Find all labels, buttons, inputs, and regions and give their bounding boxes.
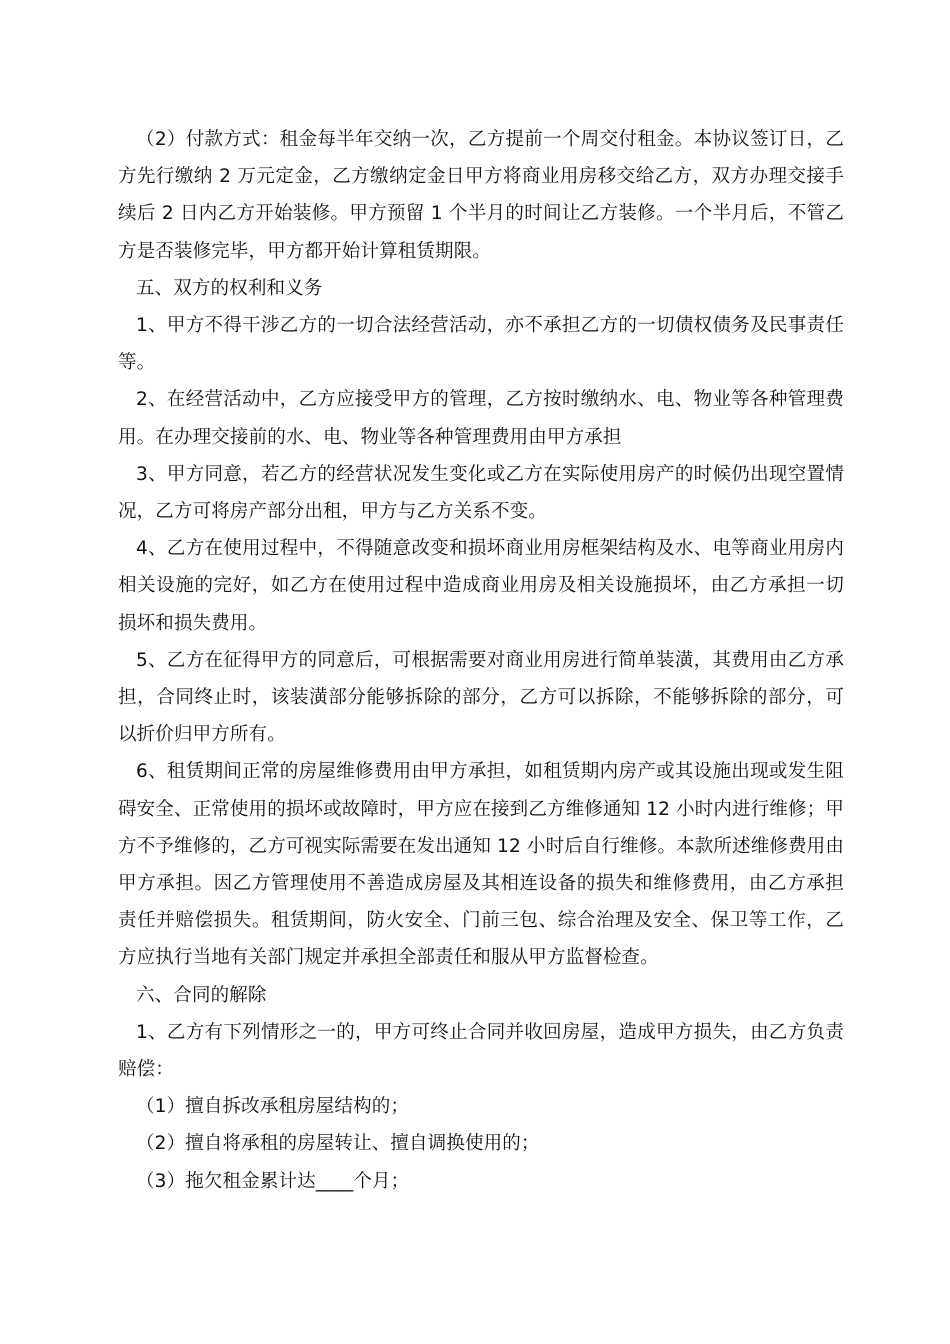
clause-5-2: 2、在经营活动中，乙方应接受甲方的管理，乙方按时缴纳水、电、物业等各种管理费用。在办理交接前的水、电、物业等各种管理费用由甲方承担 <box>118 389 844 448</box>
section-heading-rights-obligations: 五、双方的权利和义务 <box>136 277 323 299</box>
clause-5-1: 1、甲方不得干涉乙方的一切合法经营活动，亦不承担乙方的一切债权债务及民事责任等。 <box>118 315 844 374</box>
clause-6-1: 1、乙方有下列情形之一的，甲方可终止合同并收回房屋，造成甲方损失，由乙方负责赔偿： <box>118 1021 844 1081</box>
clause-6-1-item-1: （1）擅自拆改承租房屋结构的； <box>136 1096 410 1118</box>
clause-6-1-item-2: （2）擅自将承租的房屋转让、擅自调换使用的； <box>136 1133 540 1155</box>
clause-6-1-item-3: （3）拖欠租金累计达____个月； <box>136 1170 410 1192</box>
section-heading-termination: 六、合同的解除 <box>136 984 267 1006</box>
paragraph-payment-method: （2）付款方式：租金每半年交纳一次，乙方提前一个周交付租金。本协议签订日，乙方先行缴纳 2 万元定金，乙方缴纳定金日甲方将商业用房移交给乙方，双方办理交接手续后 2 日内乙方开始装修。甲方预留 1 个半月的时间让乙方装修。一个半月后，不管乙方是否装修完毕，甲方都开始计算租赁期限。 <box>118 129 844 262</box>
clause-5-6: 6、租赁期间正常的房屋维修费用由甲方承担，如租赁期内房产或其设施出现或发生阻碍安全、正常使用的损坏或故障时，甲方应在接到乙方维修通知 12 小时内进行维修；甲方不予维修的，乙方可视实际需要在发出通知 12 小时后自行维修。本款所述维修费用由甲方承担。因乙方管理使用不善造成房屋及其相连设备的损失和维修费用，由乙方承担责任并赔偿损失。租赁期间，防火安全、门前三包、综合治理及安全、保卫等工作，乙方应执行当地有关部门规定并承担全部责任和服从甲方监督检查。 <box>118 761 844 969</box>
document-body <box>118 121 844 1200</box>
clause-5-4: 4、乙方在使用过程中，不得随意改变和损坏商业用房框架结构及水、电等商业用房内相关设施的完好，如乙方在使用过程中造成商业用房及相关设施损坏，由乙方承担一切损坏和损失费用。 <box>118 538 844 634</box>
clause-5-3: 3、甲方同意，若乙方的经营状况发生变化或乙方在实际使用房产的时候仍出现空置情况，乙方可将房产部分出租，甲方与乙方关系不变。 <box>118 463 844 523</box>
clause-5-5: 5、乙方在征得甲方的同意后，可根据需要对商业用房进行简单装潢，其费用由乙方承担，合同终止时，该装潢部分能够拆除的部分，乙方可以拆除，不能够拆除的部分，可以折价归甲方所有。 <box>118 649 844 746</box>
